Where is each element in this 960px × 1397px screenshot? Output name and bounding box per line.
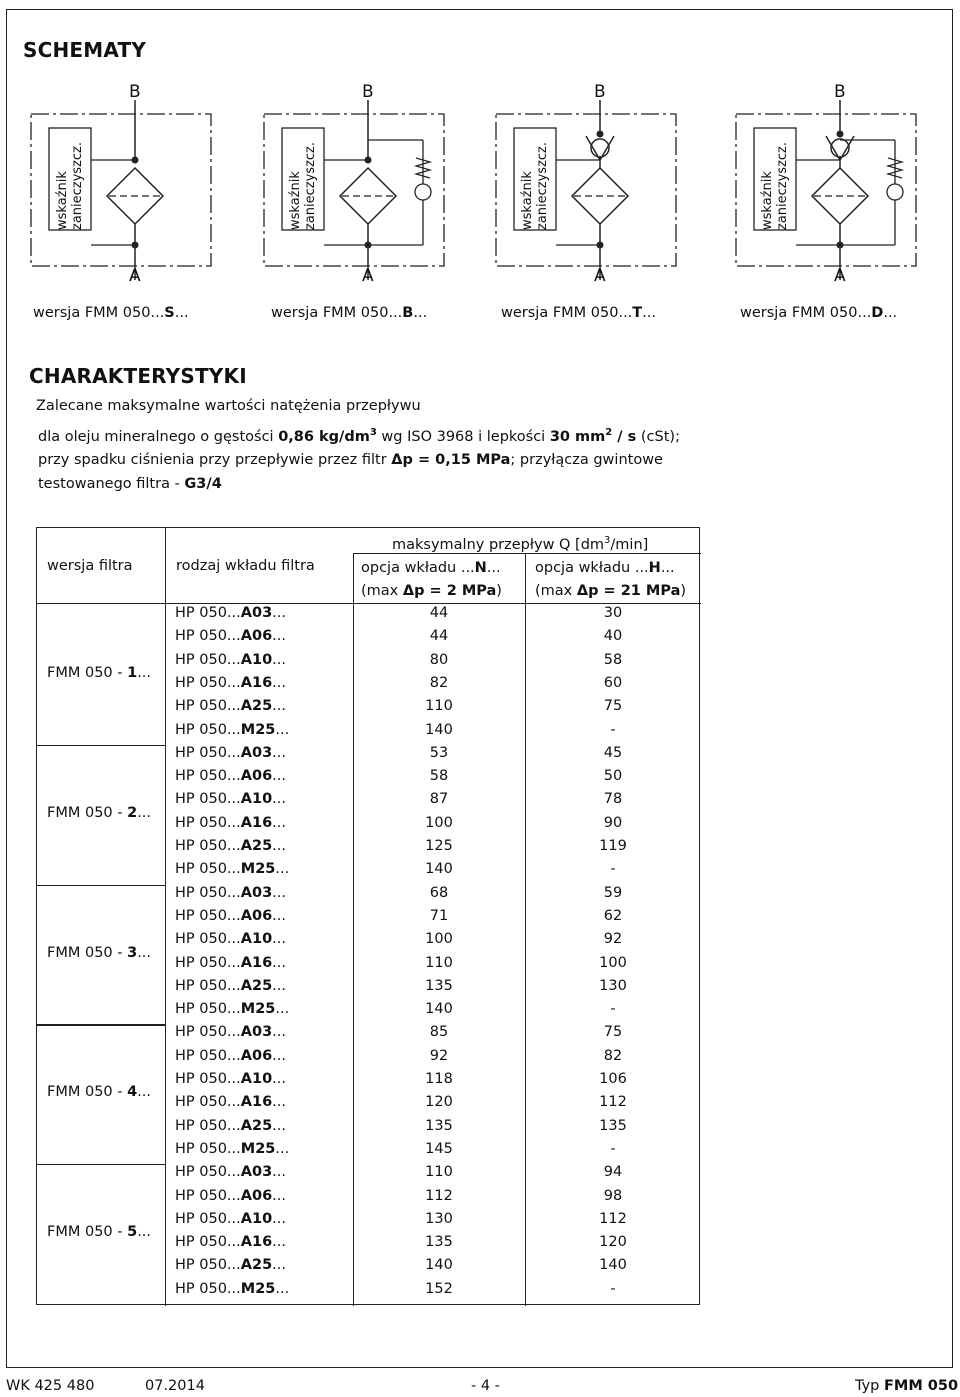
indicator-label: wskaźnik zanieczyszcz. <box>55 141 85 230</box>
flow-n-cell: 135 <box>425 1234 453 1251</box>
flow-h-cell: 75 <box>603 1024 623 1041</box>
flow-n-cell: 44 <box>429 605 449 621</box>
header-version: wersja filtra <box>47 558 133 574</box>
flow-h-cell: 45 <box>603 744 623 761</box>
intro-line-3: testowanego filtra - G3/4 <box>38 476 222 492</box>
schematic-diagram <box>730 82 930 290</box>
header-option-h: opcja wkładu ...H... <box>535 560 675 576</box>
table-row <box>37 768 701 791</box>
flow-n-cell: 110 <box>425 698 453 715</box>
header-option-n: opcja wkładu ...N... <box>361 560 501 576</box>
footer-type: Typ FMM 050 <box>855 1378 959 1394</box>
flow-h-cell: - <box>610 1001 616 1018</box>
intro-line-2: przy spadku ciśnienia przy przepływie przez filtr Δp = 0,15 MPa; przyłącza gwintowe <box>38 452 663 468</box>
table-row <box>37 605 701 628</box>
flow-h-cell: - <box>610 1280 616 1297</box>
port-a-label: A <box>834 266 846 286</box>
table-row <box>37 1257 701 1280</box>
table-row <box>37 1118 701 1141</box>
element-type-cell: HP 050...A10... <box>175 651 286 668</box>
version-caption: wersja FMM 050...S... <box>33 305 189 321</box>
element-type-cell: HP 050...M25... <box>175 1001 290 1018</box>
indicator-label: wskaźnik zanieczyszcz. <box>760 141 790 230</box>
element-type-cell: HP 050...M25... <box>175 1140 290 1157</box>
header-divider <box>37 603 701 604</box>
table-row <box>37 838 701 861</box>
flow-h-cell: 135 <box>599 1117 627 1134</box>
flow-h-cell: 75 <box>603 698 623 715</box>
table-row <box>37 1141 701 1164</box>
section-title-charakterystyki: CHARAKTERYSTYKI <box>29 364 247 388</box>
flow-n-cell: 82 <box>429 674 449 691</box>
footer-page: - 4 - <box>471 1378 500 1394</box>
element-type-cell: HP 050...A25... <box>175 1257 286 1274</box>
element-type-cell: HP 050...A03... <box>175 1024 286 1041</box>
flow-h-cell: 94 <box>603 1164 623 1181</box>
flow-n-cell: 140 <box>425 1257 453 1274</box>
table-row <box>37 1281 701 1304</box>
flow-h-cell: 92 <box>603 931 623 948</box>
flow-h-cell: 59 <box>603 884 623 901</box>
element-type-cell: HP 050...A03... <box>175 744 286 761</box>
flow-n-cell: 145 <box>425 1140 453 1157</box>
flow-h-cell: 106 <box>599 1071 627 1087</box>
flow-n-cell: 92 <box>429 1047 449 1064</box>
flow-h-cell: 112 <box>599 1094 627 1111</box>
filter-version-cell: FMM 050 - 2... <box>47 804 152 821</box>
element-type-cell: HP 050...A03... <box>175 884 286 901</box>
element-type-cell: HP 050...A16... <box>175 674 286 691</box>
flow-n-cell: 118 <box>425 1071 453 1087</box>
flow-n-cell: 140 <box>425 1001 453 1018</box>
version-caption: wersja FMM 050...T... <box>501 305 657 321</box>
flow-h-cell: 62 <box>603 907 623 924</box>
flow-h-cell: 78 <box>603 791 623 808</box>
table-row <box>37 861 701 884</box>
flow-n-cell: 87 <box>429 791 449 808</box>
port-b-label: B <box>362 82 374 102</box>
version-caption: wersja FMM 050...B... <box>271 305 428 321</box>
table-row <box>37 628 701 651</box>
flow-n-cell: 53 <box>429 744 449 761</box>
flow-h-cell: 100 <box>599 954 627 971</box>
element-type-cell: HP 050...A06... <box>175 768 286 785</box>
table-row <box>37 698 701 721</box>
element-type-cell: HP 050...A06... <box>175 1047 286 1064</box>
flow-n-cell: 110 <box>425 954 453 971</box>
flow-table <box>36 527 700 1305</box>
table-row <box>37 1188 701 1211</box>
element-type-cell: HP 050...A10... <box>175 791 286 808</box>
flow-n-cell: 110 <box>425 1164 453 1181</box>
table-row <box>37 1001 701 1024</box>
table-row <box>37 908 701 931</box>
flow-n-cell: 140 <box>425 721 453 738</box>
port-b-label: B <box>834 82 846 102</box>
footer-doc-code: WK 425 480 <box>6 1378 95 1394</box>
element-type-cell: HP 050...A10... <box>175 931 286 948</box>
flow-h-cell: 58 <box>603 651 623 668</box>
flow-n-cell: 58 <box>429 768 449 785</box>
element-type-cell: HP 050...A16... <box>175 1234 286 1251</box>
table-row <box>37 1048 701 1071</box>
flow-h-cell: - <box>610 1140 616 1157</box>
version-caption: wersja FMM 050...D... <box>740 305 898 321</box>
indicator-label: wskaźnik zanieczyszcz. <box>288 141 318 230</box>
header-flow: maksymalny przepływ Q $[dm^3/\min]$ <box>392 535 649 553</box>
flow-n-cell: 100 <box>425 931 453 948</box>
element-type-cell: HP 050...A25... <box>175 1117 286 1134</box>
filter-version-cell: FMM 050 - 5... <box>47 1224 152 1241</box>
header-element: rodzaj wkładu filtra <box>176 558 315 574</box>
element-type-cell: HP 050...M25... <box>175 1280 290 1297</box>
intro-heading: Zalecane maksymalne wartości natężenia przepływu <box>36 398 421 414</box>
indicator-label: wskaźnik zanieczyszcz. <box>520 141 550 230</box>
table-row <box>37 978 701 1001</box>
filter-version-cell: FMM 050 - 3... <box>47 944 152 961</box>
flow-n-cell: 152 <box>425 1280 453 1297</box>
port-b-label: B <box>129 82 141 102</box>
element-type-cell: HP 050...A25... <box>175 838 286 854</box>
element-type-cell: HP 050...A25... <box>175 698 286 715</box>
port-a-label: A <box>129 266 141 286</box>
table-row <box>37 745 701 768</box>
element-type-cell: HP 050...M25... <box>175 721 290 738</box>
header-option-n-dp: (max Δp = 2 MPa) <box>361 583 502 599</box>
port-a-label: A <box>362 266 374 286</box>
flow-h-cell: 130 <box>599 977 627 994</box>
flow-h-cell: - <box>610 721 616 738</box>
port-b-label: B <box>594 82 606 102</box>
table-row <box>37 1164 701 1187</box>
flow-n-cell: 80 <box>429 651 449 668</box>
table-row <box>37 885 701 908</box>
element-type-cell: HP 050...A16... <box>175 954 286 971</box>
element-type-cell: HP 050...A03... <box>175 1164 286 1181</box>
flow-h-cell: 120 <box>599 1234 627 1251</box>
footer-date: 07.2014 <box>145 1378 205 1394</box>
flow-n-cell: 112 <box>425 1187 453 1204</box>
element-type-cell: HP 050...A06... <box>175 628 286 645</box>
flow-n-cell: 135 <box>425 1117 453 1134</box>
flow-n-cell: 130 <box>425 1210 453 1227</box>
element-type-cell: HP 050...A10... <box>175 1071 286 1087</box>
element-type-cell: HP 050...A16... <box>175 1094 286 1111</box>
flow-n-cell: 120 <box>425 1094 453 1111</box>
element-type-cell: HP 050...A06... <box>175 1187 286 1204</box>
filter-version-cell: FMM 050 - 1... <box>47 664 152 681</box>
flow-h-cell: - <box>610 861 616 878</box>
intro-line-1: dla oleju mineralnego o gęstości 0,86 $kg/dm^3$ wg ISO 3968 i lepkości 30 $mm^2$ / s (cSt); <box>38 427 680 445</box>
flow-h-cell: 112 <box>599 1210 627 1227</box>
schematic-diagram <box>25 82 225 290</box>
element-type-cell: HP 050...A06... <box>175 907 286 924</box>
header-divider <box>353 553 701 554</box>
schematic-diagram <box>258 82 458 290</box>
flow-n-cell: 125 <box>425 838 453 854</box>
table-row <box>37 1024 701 1047</box>
port-a-label: A <box>594 266 606 286</box>
flow-n-cell: 44 <box>429 628 449 645</box>
flow-h-cell: 98 <box>603 1187 623 1204</box>
flow-n-cell: 71 <box>429 907 449 924</box>
element-type-cell: HP 050...A16... <box>175 814 286 831</box>
element-type-cell: HP 050...A03... <box>175 605 286 621</box>
flow-h-cell: 40 <box>603 628 623 645</box>
flow-n-cell: 135 <box>425 977 453 994</box>
flow-h-cell: 60 <box>603 674 623 691</box>
section-title-schematy: SCHEMATY <box>23 38 147 62</box>
flow-h-cell: 50 <box>603 768 623 785</box>
table-row <box>37 722 701 745</box>
header-option-h-dp: (max Δp = 21 MPa) <box>535 583 687 599</box>
flow-h-cell: 140 <box>599 1257 627 1274</box>
flow-n-cell: 68 <box>429 884 449 901</box>
flow-n-cell: 100 <box>425 814 453 831</box>
element-type-cell: HP 050...A25... <box>175 977 286 994</box>
element-type-cell: HP 050...M25... <box>175 861 290 878</box>
flow-n-cell: 85 <box>429 1024 449 1041</box>
flow-h-cell: 119 <box>599 838 627 854</box>
flow-h-cell: 30 <box>603 605 623 621</box>
flow-n-cell: 140 <box>425 861 453 878</box>
schematic-diagram <box>490 82 690 290</box>
element-type-cell: HP 050...A10... <box>175 1210 286 1227</box>
filter-version-cell: FMM 050 - 4... <box>47 1084 152 1101</box>
flow-h-cell: 82 <box>603 1047 623 1064</box>
flow-h-cell: 90 <box>603 814 623 831</box>
